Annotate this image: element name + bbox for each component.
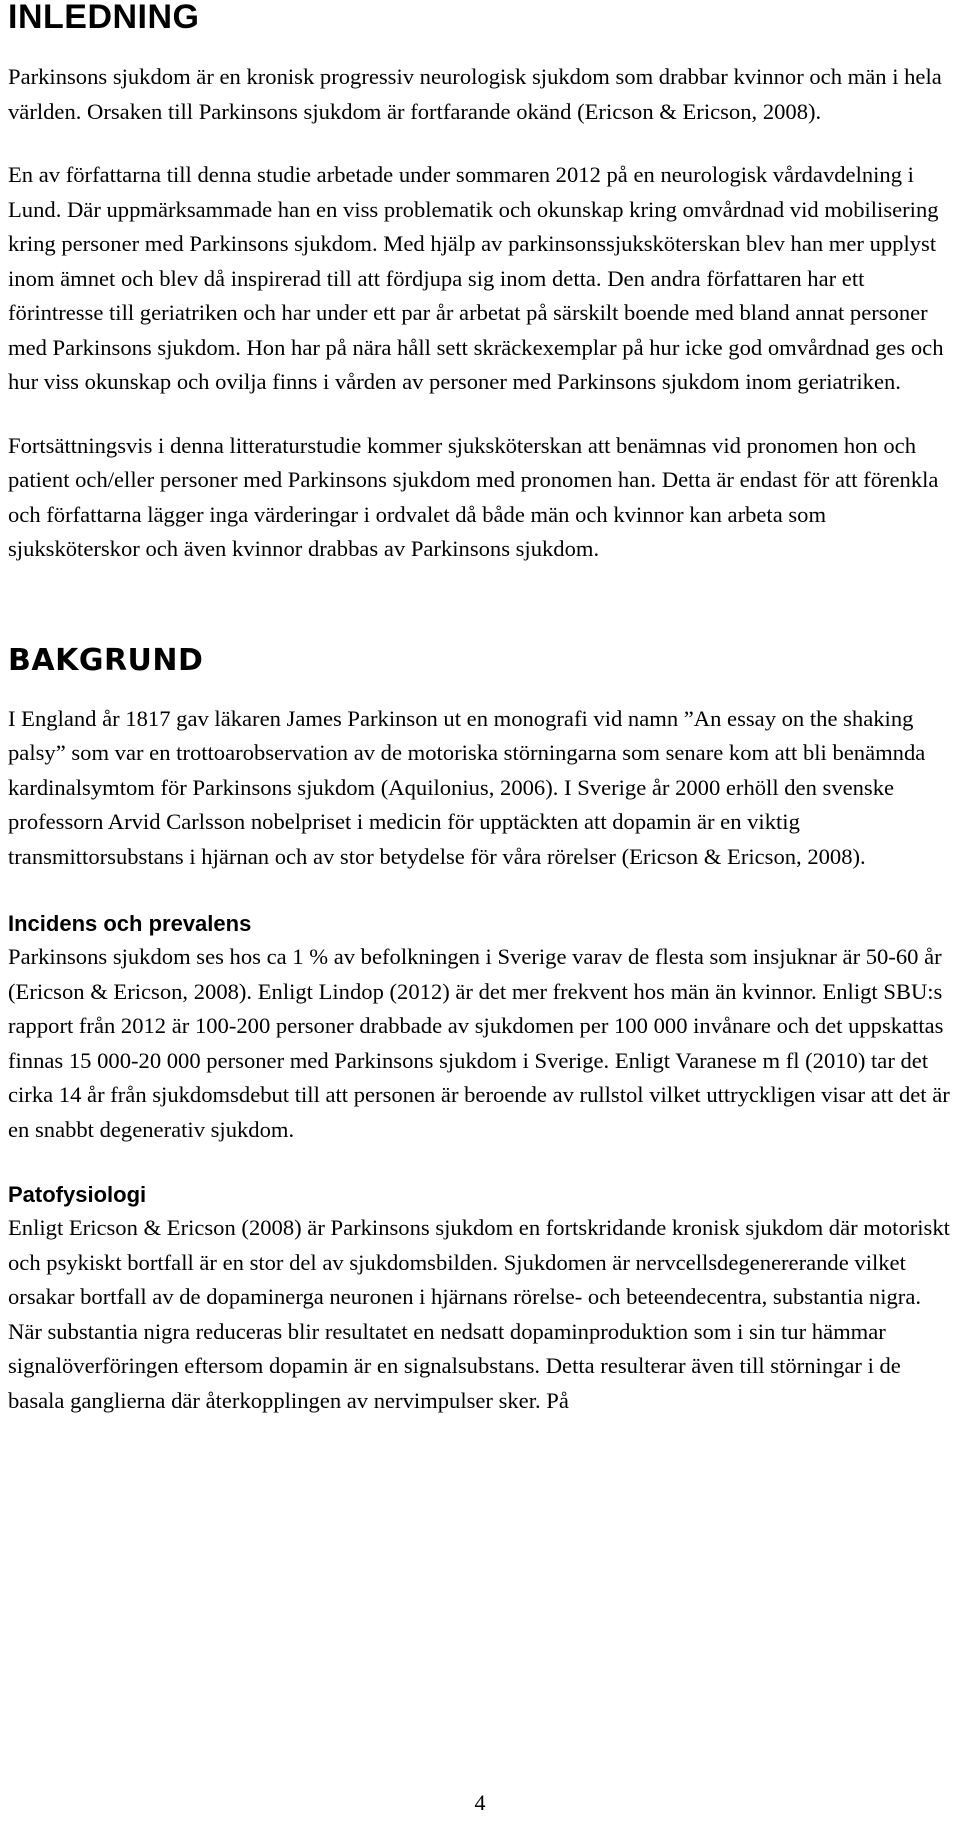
paragraph-inledning-1: Parkinsons sjukdom är en kronisk progressiv neurologisk sjukdom som drabbar kvinnor och män i hela världen. Orsaken till Parkinsons sjukdom är fortfarande okänd (Ericson & Ericson, 2008).: [8, 64, 942, 124]
paragraph-inledning-3: Fortsättningsvis i denna litteraturstudie kommer sjuksköterskan att benämnas vid pronomen hon och patient och/eller personer med Parkinsons sjukdom med pronomen han. Detta är endast för att förenkla och författarna lägger inga värderingar i ordvalet då både män och kvinnor kan arbeta som sjuksköterskor och även kvinnor drabbas av Parkinsons sjukdom.: [8, 432, 939, 561]
page-number: 4: [474, 1790, 486, 1815]
paragraph-incidens-1: Parkinsons sjukdom ses hos ca 1 % av befolkningen i Sverige varav de flesta som insjuknar är 50-60 år (Ericson & Ericson, 2008). Enligt Lindop (2012) är det mer frekvent hos män än kvinnor. Enligt SBU:s rapport från 2012 är 100-200 personer drabbade av sjukdomen per 100 000 invånare och det uppskattas finnas 15 000-20 000 personer med Parkinsons sjukdom i Sverige. Enligt Varanese m fl (2010) tar det cirka 14 år från sjukdomsdebut till att personen är beroende av rullstol vilket uttryckligen visar att det är en snabbt degenerativ sjukdom.: [8, 944, 950, 1142]
heading-patofysiologi: Patofysiologi: [8, 1182, 147, 1207]
heading-bakgrund: BAKGRUND: [8, 642, 204, 678]
heading-inledning: INLEDNING: [8, 0, 200, 36]
paragraph-bakgrund-1: I England år 1817 gav läkaren James Parkinson ut en monografi vid namn ”An essay on the shaking palsy” som var en trottoarobservation av de motoriska störningarna som senare kom att bli benämnda kardinalsymtom för Parkinsons sjukdom (Aquilonius, 2006). I Sverige år 2000 erhöll den svenske professorn Arvid Carlsson nobelpriset i medicin för upptäckten att dopamin är en viktig transmittorsubstans i hjärnan och av stor betydelse för våra rörelser (Ericson & Ericson, 2008).: [8, 705, 926, 869]
document-page: [8, 0, 952, 1418]
paragraph-patofysiologi-1: Enligt Ericson & Ericson (2008) är Parkinsons sjukdom en fortskridande kronisk sjukdom där motoriskt och psykiskt bortfall är en stor del av sjukdomsbilden. Sjukdomen är nervcellsdegenererande vilket orsakar bortfall av de dopaminerga neuronen i hjärnans rörelse- och beteendecentra, substantia nigra. När substantia nigra reduceras blir resultatet en nedsatt dopaminproduktion som i sin tur hämmar signalöverföringen eftersom dopamin är en signalsubstans. Detta resulterar även till störningar i de basala ganglierna där återkopplingen av nervimpulser sker. På: [8, 1215, 950, 1413]
paragraph-inledning-2: En av författarna till denna studie arbetade under sommaren 2012 på en neurologisk vårdavdelning i Lund. Där uppmärksammade han en viss problematik och okunskap kring omvårdnad vid mobilisering kring personer med Parkinsons sjukdom. Med hjälp av parkinsonssjuksköterskan blev han mer upplyst inom ämnet och blev då inspirerad till att fördjupa sig inom detta. Den andra författaren har ett förintresse till geriatriken och har under ett par år arbetat på särskilt boende med bland annat personer med Parkinsons sjukdom. Hon har på nära håll sett skräckexemplar på hur icke god omvårdnad ges och hur viss okunskap och ovilja finns i vården av personer med Parkinsons sjukdom inom geriatriken.: [8, 162, 944, 394]
heading-incidens-prevalens: Incidens och prevalens: [8, 911, 252, 936]
